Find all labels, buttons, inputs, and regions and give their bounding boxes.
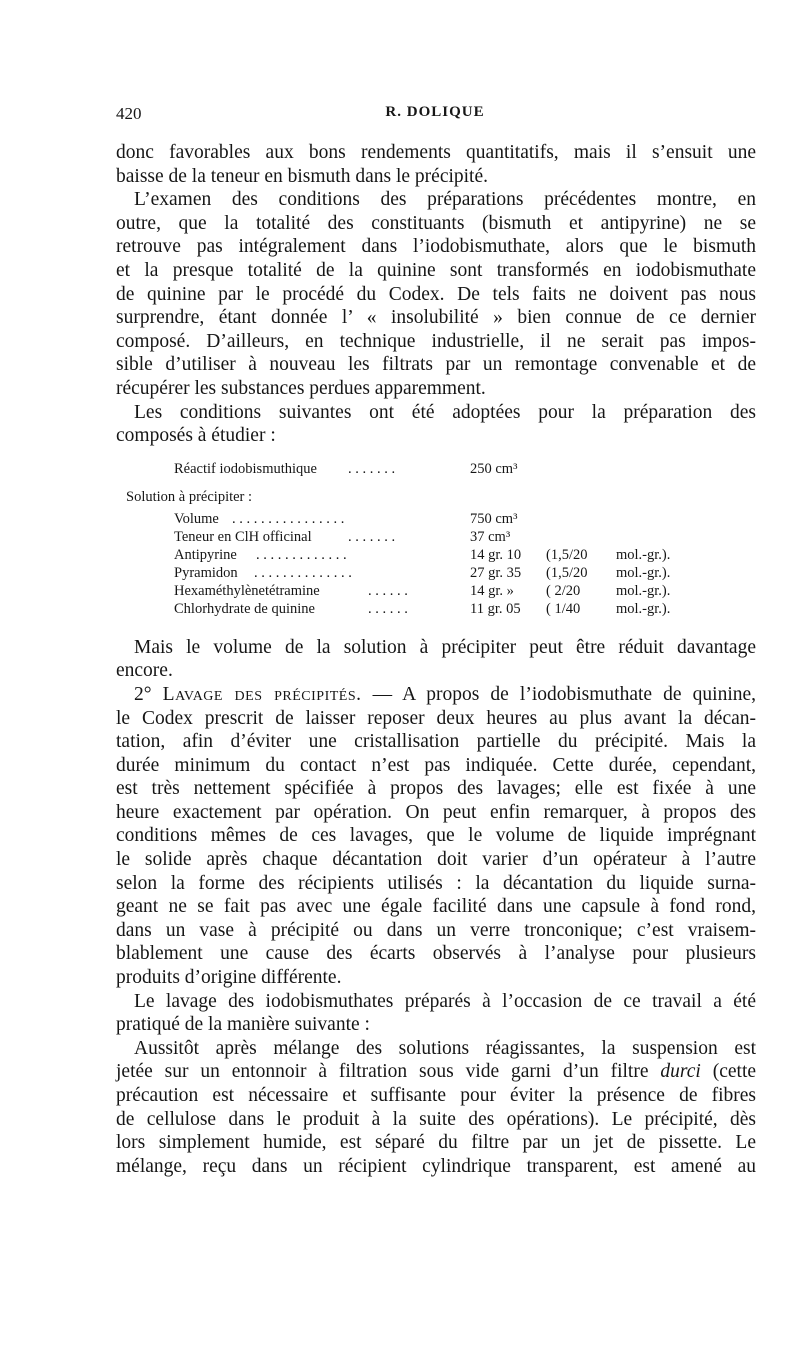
table-row xyxy=(116,528,756,547)
table-row xyxy=(116,510,756,529)
table-dots: . . . . . . . xyxy=(348,460,396,477)
table-unit: mol.-gr.). xyxy=(616,564,671,581)
text-line: Mais le volume de la solution à précipiter peut être réduit davantage xyxy=(134,636,756,658)
table-label: Pyramidon xyxy=(174,564,238,581)
text-line: outre, que la totalité des constituants (bismuth et antipyrine) ne se xyxy=(116,212,756,234)
table-ratio: (1,5/20 xyxy=(546,564,588,581)
table-label: Volume xyxy=(174,510,219,527)
table-dots: . . . . . . . . . . . . . xyxy=(256,546,347,563)
text-line: Aussitôt après mélange des solutions réagissantes, la suspension est xyxy=(134,1037,756,1059)
text-line: baisse de la teneur en bismuth dans le précipité. xyxy=(116,165,489,187)
table-value: 11 gr. 05 xyxy=(470,600,521,617)
text-span: (cette xyxy=(712,1061,757,1083)
text-line: récupérer les substances perdues apparemment. xyxy=(116,377,486,399)
text-line: heure exactement par opération. On peut enfin remarquer, à propos des xyxy=(116,801,756,823)
table-row xyxy=(116,488,756,507)
table-row xyxy=(116,546,756,565)
text-line: donc favorables aux bons rendements quantitatifs, mais il s’ensuit une xyxy=(116,142,756,163)
table-dots: . . . . . . xyxy=(368,600,408,617)
table-label: Hexaméthylènetétramine xyxy=(174,582,320,599)
text-line: encore. xyxy=(116,660,173,682)
text-line: est très nettement spécifiée à propos des lavages; elle est fixée à une xyxy=(116,778,756,800)
section-number: 2° xyxy=(134,683,152,705)
text-span: — A propos de l’iodobismuthate de quinine, xyxy=(372,683,757,705)
table-row xyxy=(116,582,756,601)
text-line: pratiqué de la manière suivante : xyxy=(116,1014,370,1036)
text-line: conditions mêmes de ces lavages, que le volume de liquide imprégnant xyxy=(116,825,756,847)
text-line: le Codex prescrit de laisser reposer deux heures au plus avant la décan- xyxy=(116,707,756,729)
text-line: geant ne se fait pas avec une égale facilité dans une capsule à fond rond, xyxy=(116,896,756,918)
italic-word: durci xyxy=(660,1061,701,1083)
page-header xyxy=(116,104,754,128)
table-row xyxy=(116,460,756,479)
text-line: le solide après chaque décantation doit varier d’un opérateur à l’autre xyxy=(116,849,756,871)
body-text xyxy=(116,141,756,1178)
text-line: produits d’origine différente. xyxy=(116,967,342,989)
composition-table xyxy=(116,454,756,628)
table-subheading: Solution à précipiter : xyxy=(126,488,253,505)
table-dots: . . . . . . . xyxy=(348,528,396,545)
text-line: composés à étudier : xyxy=(116,425,276,447)
table-dots: . . . . . . xyxy=(368,582,408,599)
table-value: 750 cm³ xyxy=(470,510,518,527)
text-line: composé. D’ailleurs, en technique industrielle, il ne serait pas impos- xyxy=(116,330,756,352)
section-heading: Lavage des précipités. xyxy=(162,683,362,705)
table-ratio: ( 2/20 xyxy=(546,582,581,599)
table-ratio: (1,5/20 xyxy=(546,546,588,563)
table-unit: mol.-gr.). xyxy=(616,546,671,563)
text-line: mélange, reçu dans un récipient cylindrique transparent, est amené au xyxy=(116,1155,756,1177)
text-line: tation, afin d’éviter une cristallisation partielle du précipité. Mais la xyxy=(116,731,756,753)
text-line: et la presque totalité de la quinine sont transformés en iodobismuthate xyxy=(116,259,756,281)
table-value: 37 cm³ xyxy=(470,528,511,545)
text-line: selon la forme des récipients utilisés : la décantation du liquide surna- xyxy=(116,872,756,894)
text-line xyxy=(116,1060,756,1084)
text-line: surprendre, étant donnée l’ « insolubilité » bien connue de ce dernier xyxy=(116,307,756,329)
text-line: durée minimum du contact n’est pas indiquée. Cette durée, cependant, xyxy=(116,754,756,776)
text-line: blablement une cause des écarts observés à l’analyse pour plusieurs xyxy=(116,943,756,965)
table-value: 27 gr. 35 xyxy=(470,564,522,581)
table-dots: . . . . . . . . . . . . . . xyxy=(254,564,352,581)
table-label: Réactif iodobismuthique xyxy=(174,460,317,477)
table-label: Antipyrine xyxy=(174,546,237,563)
running-head: R. DOLIQUE xyxy=(385,104,485,120)
table-label: Teneur en ClH officinal xyxy=(174,528,312,545)
text-line: Les conditions suivantes ont été adoptées pour la préparation des xyxy=(134,401,756,423)
table-unit: mol.-gr.). xyxy=(616,600,671,617)
text-line: L’examen des conditions des préparations précédentes montre, en xyxy=(134,189,756,211)
text-line: dans un vase à précipité ou dans un verre tronconique; c’est vraisem- xyxy=(116,919,756,941)
table-value: 14 gr. » xyxy=(470,582,514,599)
text-span: jetée sur un entonnoir à filtration sous vide garni d’un filtre xyxy=(116,1061,649,1083)
table-label: Chlorhydrate de quinine xyxy=(174,600,315,617)
text-line: retrouve pas intégralement dans l’iodobismuthate, alors que le bismuth xyxy=(116,236,756,258)
text-line: précaution est nécessaire et suffisante pour éviter la présence de fibres xyxy=(116,1085,756,1106)
table-row xyxy=(116,564,756,583)
table-value: 14 gr. 10 xyxy=(470,546,522,563)
table-dots: . . . . . . . . . . . . . . . . xyxy=(232,510,345,527)
page-number: 420 xyxy=(116,104,142,123)
text-line xyxy=(116,683,756,707)
table-ratio: ( 1/40 xyxy=(546,600,581,617)
table-unit: mol.-gr.). xyxy=(616,582,671,599)
text-line: Le lavage des iodobismuthates préparés à l’occasion de ce travail a été xyxy=(134,990,756,1012)
text-line: sible d’utiliser à nouveau les filtrats par un remontage convenable et de xyxy=(116,354,756,376)
text-line: lors simplement humide, est séparé du filtre par un jet de pissette. Le xyxy=(116,1132,756,1154)
table-value: 250 cm³ xyxy=(470,460,518,477)
text-line: de quinine par le procédé du Codex. De tels faits ne doivent pas nous xyxy=(116,283,756,305)
table-row xyxy=(116,600,756,619)
text-line: de cellulose dans le produit à la suite des opérations). Le précipité, dès xyxy=(116,1108,756,1130)
